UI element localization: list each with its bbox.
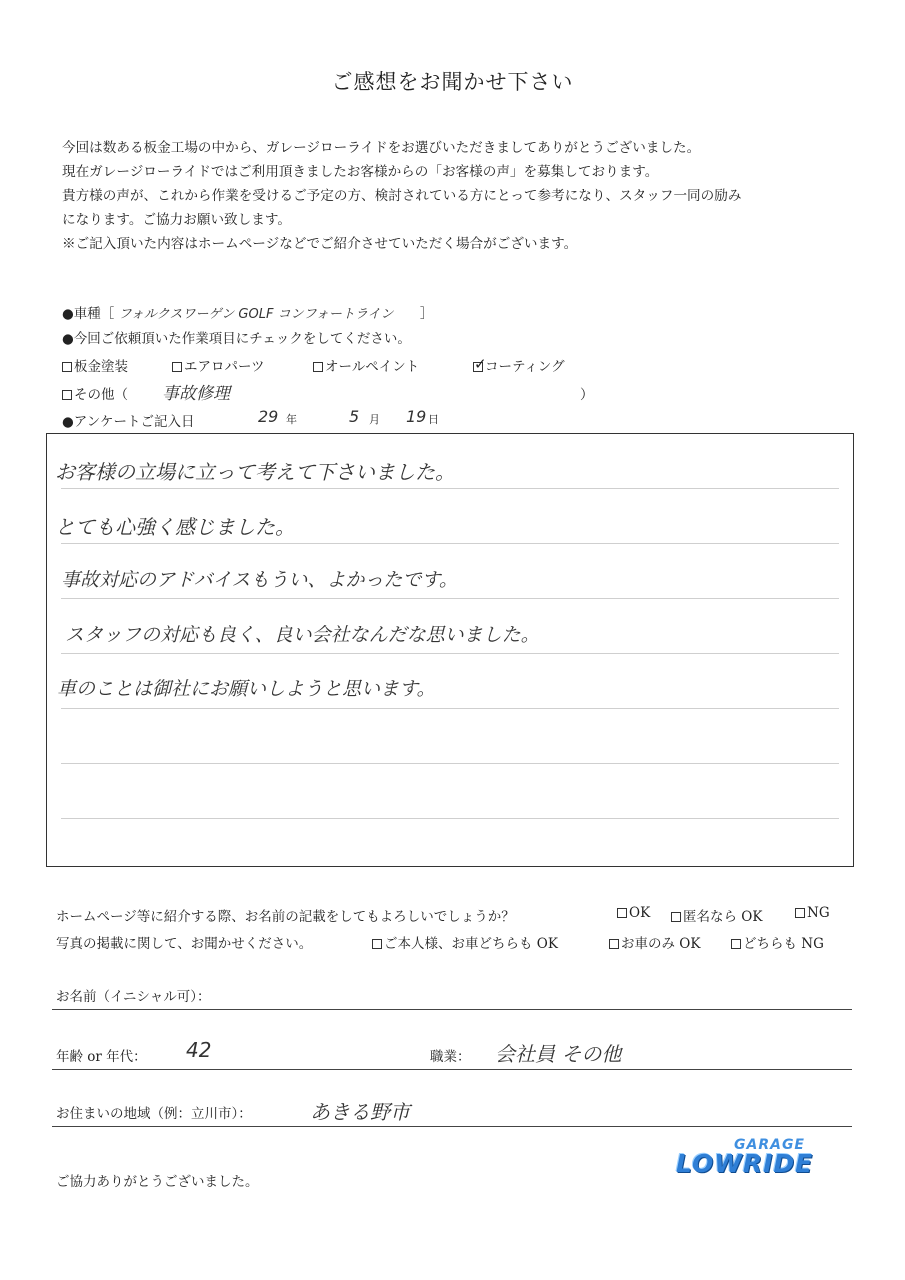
intro-line: 現在ガレージローライドではご利用頂きましたお客様からの「お客様の声」を募集しております。 <box>62 164 659 180</box>
option-label: お車のみ OK <box>621 936 701 952</box>
logo-lowride-text: LOWRIDE <box>676 1149 814 1178</box>
vehicle-row <box>62 302 433 322</box>
option-label: どちらも NG <box>743 936 824 952</box>
work-other-close: ） <box>580 387 594 403</box>
work-option[interactable] <box>313 355 419 375</box>
option-label: OK <box>629 905 651 921</box>
ruled-line <box>61 708 839 709</box>
photo-consent-question: 写真の掲載に関して、お聞かせください。 <box>56 936 313 952</box>
thanks-text: ご協力ありがとうございました。 <box>56 1174 259 1190</box>
vehicle-close: ］ <box>419 306 434 322</box>
date-day: 19 <box>406 407 427 426</box>
name-consent-question: ホームページ等に紹介する際、お名前の記載をしてもよろしいでしょうか？ <box>56 909 515 925</box>
vehicle-value: フォルクスワーゲン GOLF コンフォートライン <box>118 307 394 322</box>
name-consent-option[interactable] <box>795 905 830 921</box>
checkbox-icon[interactable] <box>62 390 72 400</box>
work-option-label: コーティング <box>485 359 565 375</box>
age-label: 年齢 or 年代： <box>56 1049 147 1065</box>
ruled-line <box>61 488 839 489</box>
checkbox-icon[interactable] <box>372 939 382 949</box>
ruled-line <box>61 818 839 819</box>
work-option-label: エアロパーツ <box>184 359 265 375</box>
date-year: 29 <box>258 407 279 426</box>
comment-line: 車のことは御社にお願いしようと思います。 <box>57 678 436 700</box>
area-label: お住まいの地域（例：立川市）： <box>56 1106 252 1122</box>
name-consent-option[interactable] <box>671 905 762 925</box>
checkbox-icon[interactable] <box>731 939 741 949</box>
photo-consent-option[interactable] <box>372 932 558 952</box>
work-option[interactable] <box>172 355 264 375</box>
ruled-line <box>61 653 839 654</box>
form-title: ご感想をお聞かせ下さい <box>331 70 574 94</box>
intro-line: ※ご記入頂いた内容はホームページなどでご紹介させていただく場合がございます。 <box>62 236 578 252</box>
date-month: 5 <box>349 407 360 426</box>
option-label: ご本人様、お車どちらも OK <box>384 936 558 952</box>
job-value[interactable]: 会社員 その他 <box>495 1042 622 1066</box>
date-day-unit: 日 <box>428 413 439 426</box>
work-other-value: 事故修理 <box>162 384 230 404</box>
comment-line: スタッフの対応も良く、良い会社なんだな思いました。 <box>65 624 540 646</box>
garage-lowride-logo <box>676 1135 836 1195</box>
work-other[interactable] <box>62 383 128 403</box>
intro-text <box>62 136 862 256</box>
intro-line: 貴方様の声が、これから作業を受けるご予定の方、検討されている方にとって参考になり、スタッフ一同の励み <box>62 188 742 204</box>
area-value[interactable]: あきる野市 <box>310 1100 410 1124</box>
intro-line: になります。ご協力お願い致します。 <box>62 212 291 228</box>
job-label: 職業： <box>430 1049 471 1065</box>
checkbox-icon[interactable] <box>609 939 619 949</box>
work-option[interactable] <box>473 355 565 375</box>
option-label: NG <box>807 905 830 921</box>
date-label: ●アンケートご記入日 <box>62 414 195 430</box>
work-option-label: オールペイント <box>325 359 420 375</box>
comment-line: 事故対応のアドバイスもうい、よかったです。 <box>61 569 458 591</box>
intro-line: 今回は数ある板金工場の中から、ガレージローライドをお選びいただきましてありがとうございました。 <box>62 140 701 156</box>
age-value[interactable]: 42 <box>186 1038 212 1062</box>
checked-checkbox-icon[interactable] <box>473 362 483 372</box>
date-year-unit: 年 <box>286 413 297 426</box>
work-other-label: その他（ <box>74 387 128 403</box>
ruled-line <box>61 763 839 764</box>
name-label: お名前（イニシャル可）： <box>56 989 211 1005</box>
checkbox-icon[interactable] <box>172 362 182 372</box>
name-consent-option[interactable] <box>617 905 650 921</box>
checkbox-icon[interactable] <box>671 912 681 922</box>
photo-consent-option[interactable] <box>609 932 700 952</box>
vehicle-label: ●車種［ <box>62 306 115 322</box>
name-underline <box>52 1009 852 1010</box>
checkbox-icon[interactable] <box>795 908 805 918</box>
ruled-line <box>61 598 839 599</box>
checkbox-icon[interactable] <box>313 362 323 372</box>
age-job-underline <box>52 1069 852 1070</box>
comment-line: とても心強く感じました。 <box>55 515 295 539</box>
work-option-label: 板金塗装 <box>74 359 128 375</box>
work-prompt: ●今回ご依頼頂いた作業項目にチェックをしてください。 <box>62 331 411 347</box>
logo-garage-text: GARAGE <box>734 1137 805 1153</box>
comment-box <box>46 433 854 867</box>
comment-line: お客様の立場に立って考えて下さいました。 <box>55 460 455 484</box>
work-option[interactable] <box>62 355 128 375</box>
option-label: 匿名なら OK <box>683 909 763 925</box>
photo-consent-option[interactable] <box>731 932 824 952</box>
date-month-unit: 月 <box>369 413 380 426</box>
ruled-line <box>61 543 839 544</box>
checkbox-icon[interactable] <box>617 908 627 918</box>
checkbox-icon[interactable] <box>62 362 72 372</box>
area-underline <box>52 1126 852 1127</box>
